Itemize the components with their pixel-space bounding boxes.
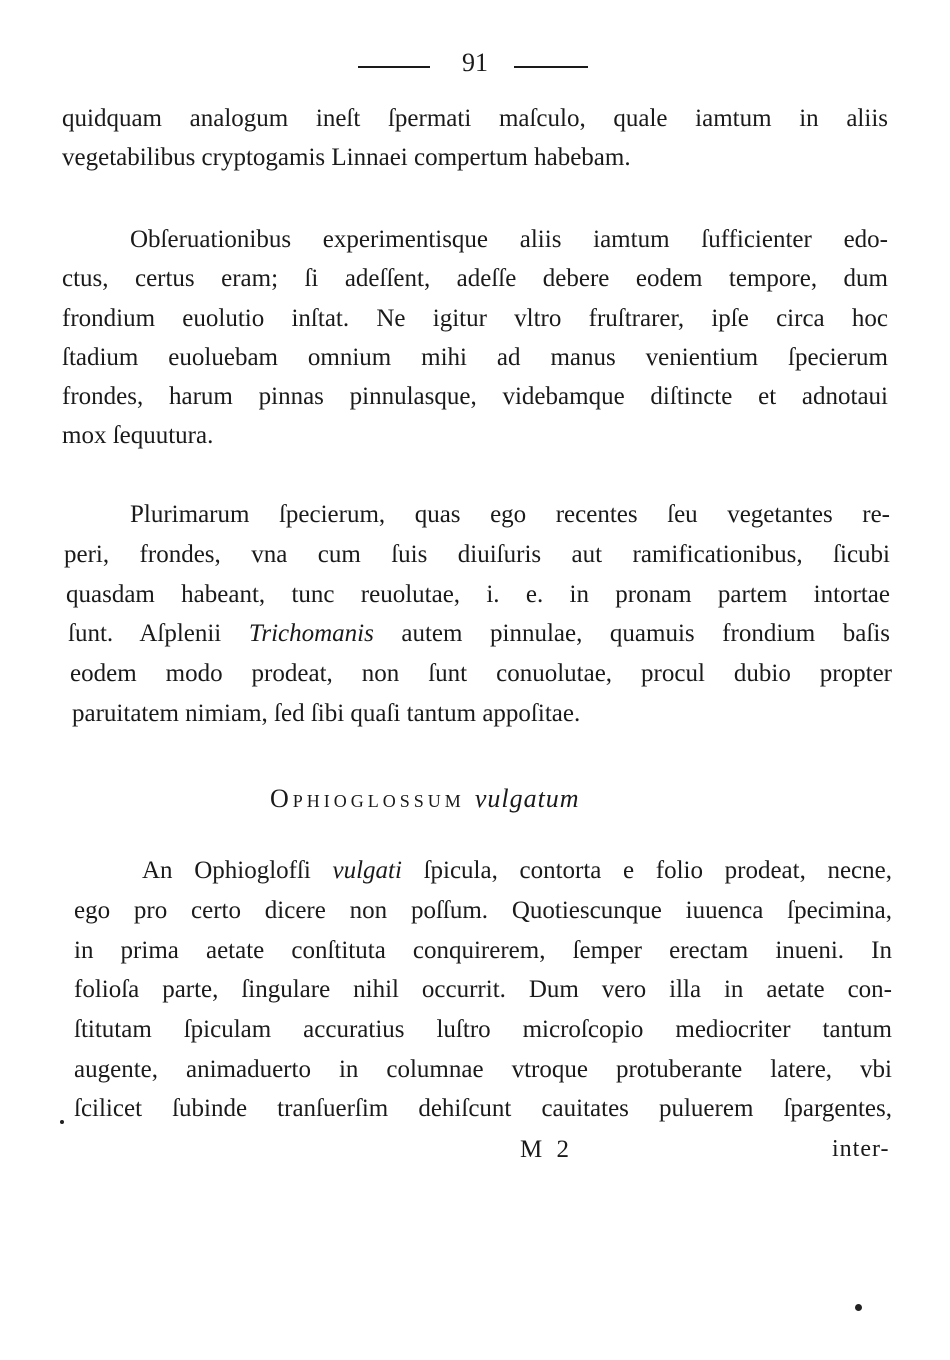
catchword: inter- — [832, 1136, 890, 1162]
text-line: ego pro certo dicere non poſſum. Quotiescunque iuuenca ſpecimina, — [74, 897, 892, 924]
text-line: vegetabilibus cryptogamis Linnaei compertum habebam. — [62, 144, 631, 171]
text-line: Obſeruationibus experimentisque aliis iamtum ſufficienter edo- — [130, 226, 888, 253]
ink-speck — [855, 1304, 862, 1311]
page-number: 91 — [462, 48, 488, 77]
text-segment: ſpicula, contorta e folio prodeat, necne, — [401, 857, 892, 884]
text-line — [68, 619, 890, 649]
text-line: augente, animaduerto in columnae vtroque protuberante latere, vbi — [74, 1056, 892, 1083]
text-segment: ſunt. Aſplenii — [68, 620, 249, 647]
text-line: quidquam analogum ineſt ſpermati maſculo, quale iamtum in aliis — [62, 105, 888, 132]
signature-mark: M 2 — [520, 1136, 573, 1163]
text-line: ſtitutam ſpiculam accuratius luſtro microſcopio mediocriter tantum — [74, 1016, 892, 1043]
text-line: ſtadium euoluebam omnium mihi ad manus venientium ſpecierum — [62, 344, 888, 371]
text-line: eodem modo prodeat, non ſunt conuolutae, procul dubio propter — [70, 660, 892, 687]
text-line: ctus, certus eram; ſi adeſſent, adeſſe debere eodem tempore, dum — [62, 265, 888, 292]
header-rule-left — [358, 66, 430, 68]
heading-species: vulgatum — [474, 784, 580, 813]
text-segment: An Ophioglofſi — [142, 857, 333, 884]
text-line: peri, frondes, vna cum ſuis diuiſuris aut ramificationibus, ſicubi — [64, 541, 890, 568]
heading-genus: Ophioglossum — [270, 784, 465, 813]
text-line: quasdam habeant, tunc reuolutae, i. e. in pronam partem intortae — [66, 581, 890, 608]
text-line: ſcilicet ſubinde tranſuerſim dehiſcunt cauitates puluerem ſpargentes, — [74, 1095, 892, 1122]
text-line — [142, 856, 892, 886]
header-rule-right — [514, 66, 588, 68]
italic-name: vulgati — [332, 857, 402, 884]
text-line: in prima aetate conſtituta conquirerem, ſemper erectam inueni. In — [74, 937, 892, 964]
text-line: folioſa parte, ſingulare nihil occurrit. Dum vero illa in aetate con- — [74, 976, 892, 1003]
section-heading — [270, 784, 710, 824]
text-line: frondium euolutio inſtat. Ne igitur vltro fruſtrarer, ipſe circa hoc — [62, 305, 888, 332]
text-line: Plurimarum ſpecierum, quas ego recentes ſeu vegetantes re- — [130, 501, 890, 528]
ink-speck — [60, 1120, 64, 1124]
page-header — [0, 48, 950, 78]
text-line: mox ſequutura. — [62, 422, 214, 449]
text-line: paruitatem nimiam, ſed ſibi quaſi tantum appoſitae. — [72, 700, 581, 727]
text-line: frondes, harum pinnas pinnulasque, videbamque diſtincte et adnotaui — [62, 383, 888, 410]
text-segment: autem pinnulae, quamuis frondium baſis — [373, 620, 890, 647]
italic-name: Trichomanis — [248, 620, 374, 647]
